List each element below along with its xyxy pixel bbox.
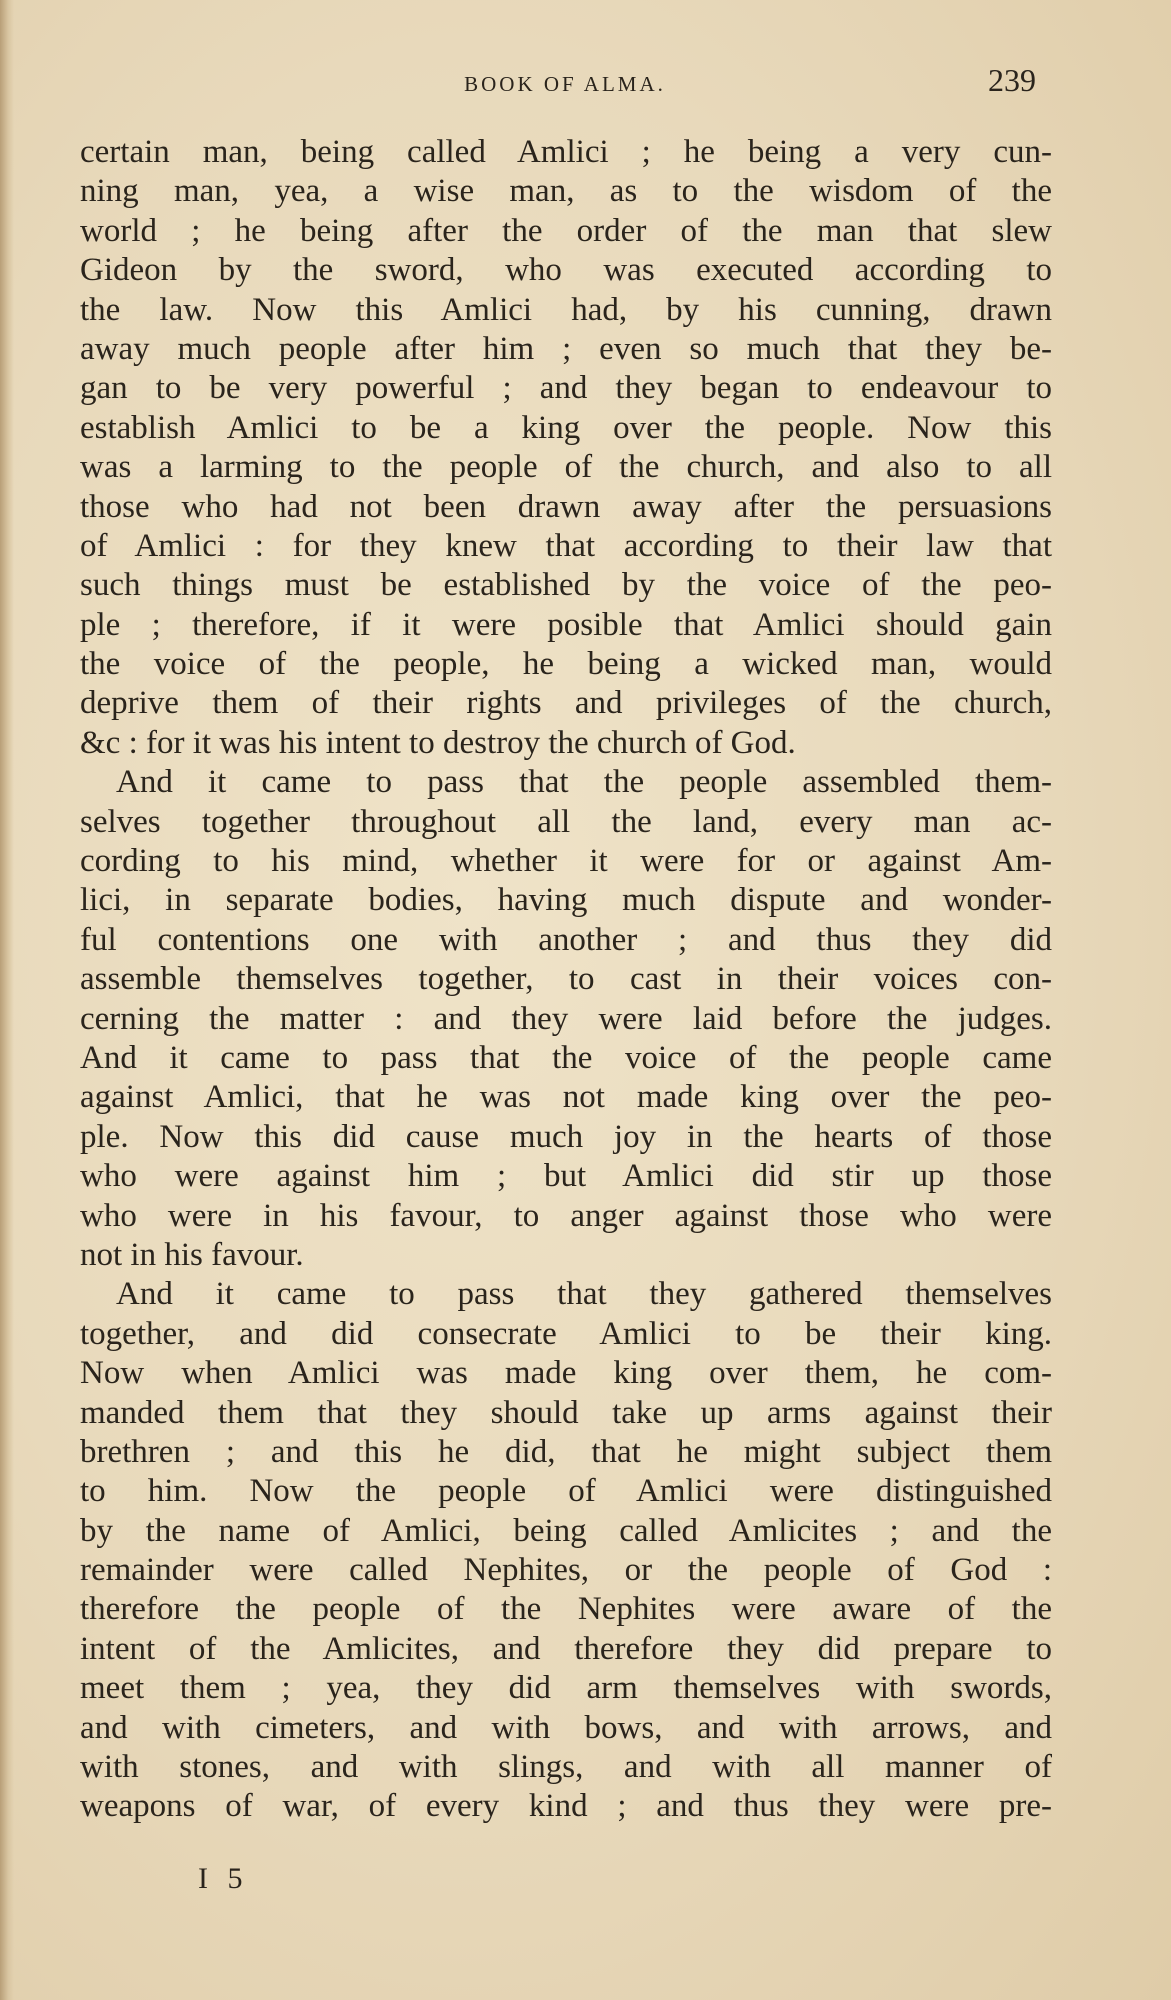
text-line: away much people after him ; even so much that they be- (80, 330, 1052, 367)
text-line: &c : for it was his intent to destroy the church of God. (80, 724, 796, 761)
text-line: establish Amlici to be a king over the people. Now this (80, 409, 1052, 446)
binding-shadow (0, 0, 14, 2000)
text-line: ple. Now this did cause much joy in the hearts of those (80, 1118, 1052, 1155)
text-line: who were against him ; but Amlici did stir up those (80, 1158, 1052, 1195)
text-line: cording to his mind, whether it were for or against Am- (80, 843, 1052, 880)
text-line: weapons of war, of every kind ; and thus they were pre- (80, 1788, 1052, 1825)
text-line: meet them ; yea, they did arm themselves with swords, (80, 1670, 1052, 1707)
text-line: Now when Amlici was made king over them, he com- (80, 1355, 1052, 1392)
text-line: the voice of the people, he being a wicked man, would (80, 646, 1052, 683)
running-head (94, 62, 1036, 102)
text-line: cerning the matter : and they were laid before the judges. (80, 1000, 1052, 1037)
text-line: certain man, being called Amlici ; he being a very cun- (80, 134, 1052, 170)
text-line: who were in his favour, to anger against those who were (80, 1197, 1052, 1234)
text-line: with stones, and with slings, and with all manner of (80, 1749, 1052, 1786)
text-line: world ; he being after the order of the man that slew (80, 212, 1052, 249)
text-line: those who had not been drawn away after the persuasions (80, 488, 1052, 525)
text-line: assemble themselves together, to cast in their voices con- (80, 961, 1052, 998)
text-line: Gideon by the sword, who was executed according to (80, 252, 1052, 289)
text-line: deprive them of their rights and privileges of the church, (80, 685, 1052, 722)
text-line: of Amlici : for they knew that according to their law that (80, 527, 1052, 564)
text-line: selves together throughout all the land, every man ac- (80, 803, 1052, 840)
signature-mark: I 5 (198, 1862, 249, 1895)
text-line: against Amlici, that he was not made king over the peo- (80, 1079, 1052, 1116)
paragraph-start-line: And it came to pass that the people assembled them- (116, 764, 1052, 801)
text-line: manded them that they should take up arms against their (80, 1394, 1052, 1431)
text-line: not in his favour. (80, 1236, 304, 1273)
text-line: by the name of Amlici, being called Amlicites ; and the (80, 1512, 1052, 1549)
page-number: 239 (988, 62, 1036, 98)
text-line: and with cimeters, and with bows, and with arrows, and (80, 1709, 1052, 1746)
text-line: ful contentions one with another ; and thus they did (80, 921, 1052, 958)
text-line: was a larming to the people of the church, and also to all (80, 449, 1052, 486)
text-line: to him. Now the people of Amlici were distinguished (80, 1473, 1052, 1510)
body-text (80, 133, 1052, 1827)
text-line: ple ; therefore, if it were posible that Amlici should gain (80, 606, 1052, 643)
text-line: therefore the people of the Nephites were aware of the (80, 1591, 1052, 1628)
running-title: BOOK OF ALMA. (464, 72, 666, 96)
text-line: remainder were called Nephites, or the people of God : (80, 1552, 1052, 1589)
text-line: together, and did consecrate Amlici to be their king. (80, 1315, 1052, 1352)
text-line: intent of the Amlicites, and therefore they did prepare to (80, 1630, 1052, 1667)
text-line: brethren ; and this he did, that he might subject them (80, 1433, 1052, 1470)
paragraph-start-line: And it came to pass that they gathered themselves (116, 1276, 1052, 1313)
text-line: ning man, yea, a wise man, as to the wisdom of the (80, 173, 1052, 210)
text-line: such things must be established by the voice of the peo- (80, 567, 1052, 604)
text-line: lici, in separate bodies, having much dispute and wonder- (80, 882, 1052, 919)
text-line: And it came to pass that the voice of the people came (80, 1039, 1052, 1076)
text-line: gan to be very powerful ; and they began to endeavour to (80, 370, 1052, 407)
text-line: the law. Now this Amlici had, by his cunning, drawn (80, 291, 1052, 328)
